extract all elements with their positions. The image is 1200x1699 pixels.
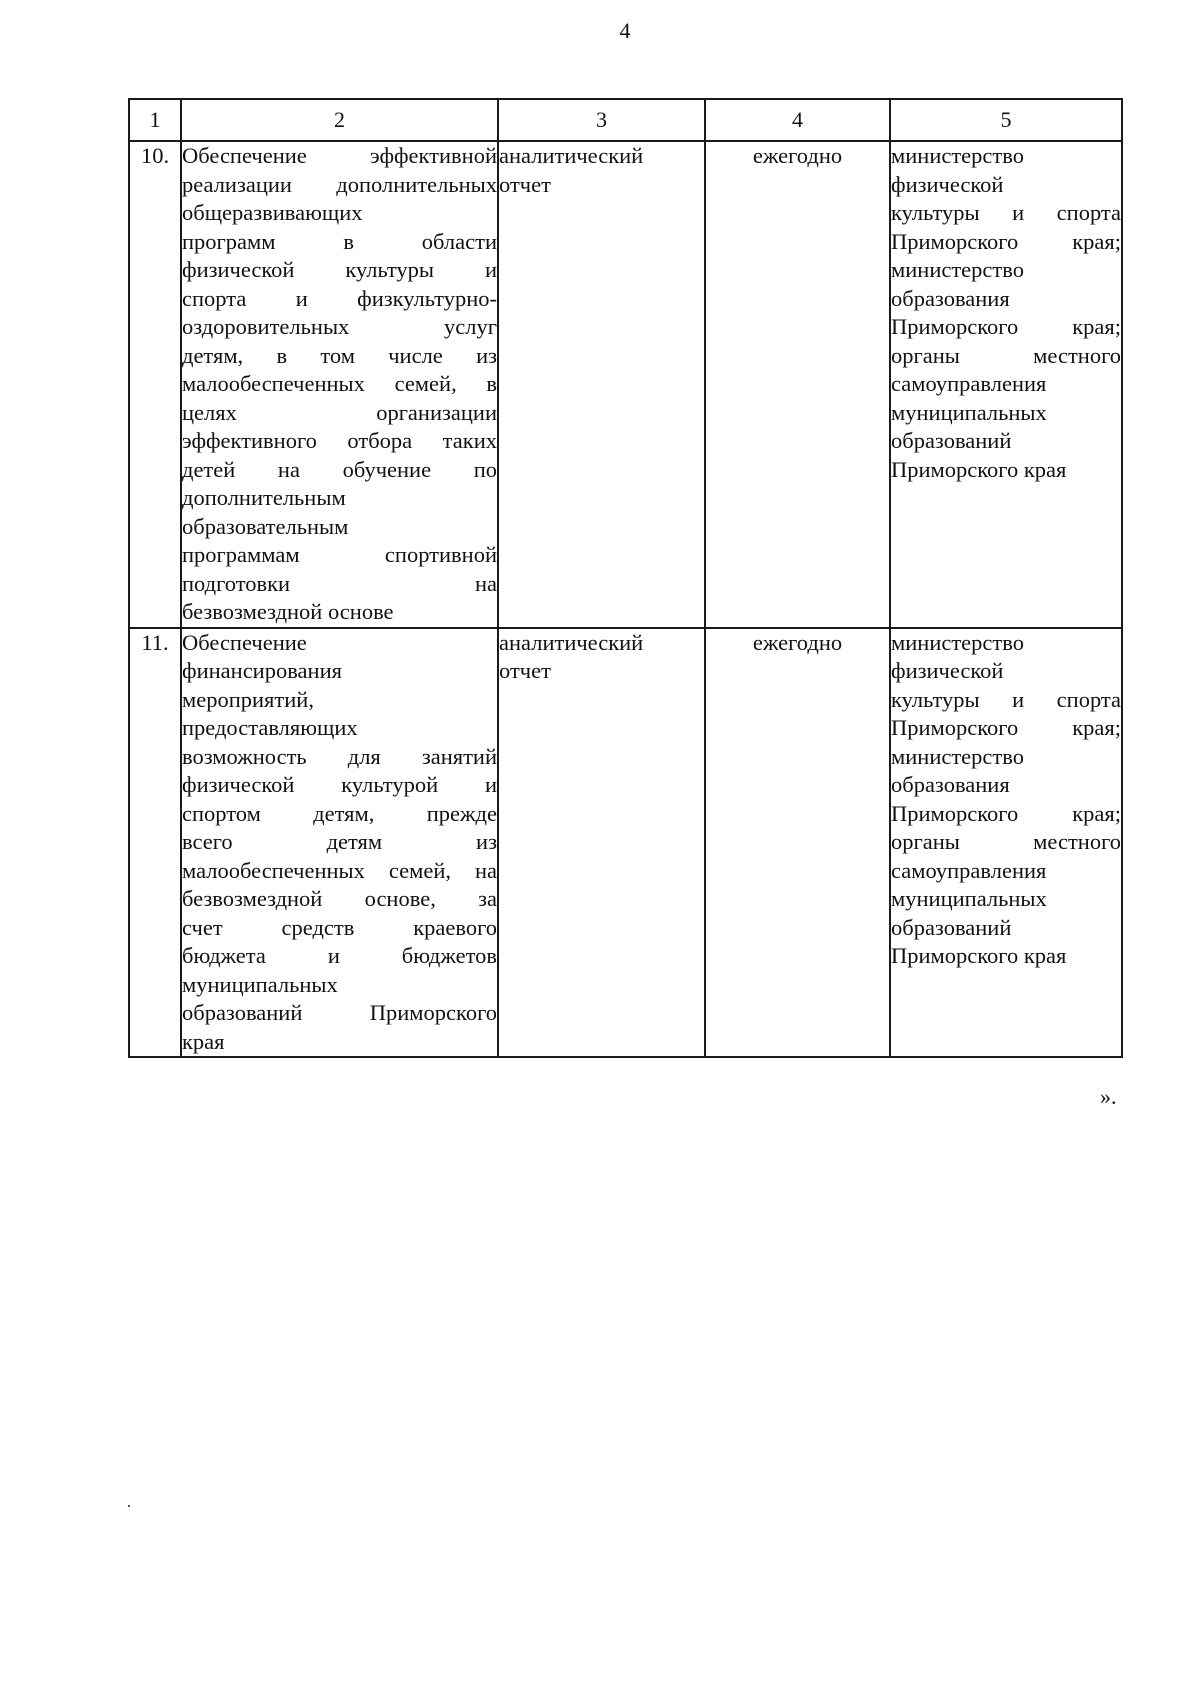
table-row	[129, 141, 1122, 628]
scan-artifact-dot	[128, 1505, 130, 1507]
responsible-line: самоуправления	[891, 857, 1047, 883]
responsible-line: министерство	[891, 143, 1024, 168]
result-line: аналитический	[499, 143, 644, 168]
responsible-line: муниципальных	[891, 886, 1047, 911]
measure-line: всего детям из	[182, 829, 497, 854]
measure-line: детей на обучение по	[182, 456, 497, 482]
responsible-line: образования	[891, 285, 1010, 311]
measure-line: программ в области	[182, 228, 497, 254]
result-line: отчет	[499, 171, 551, 197]
responsible-line: образования	[891, 772, 1010, 797]
responsible-line: Приморского края;	[891, 715, 1121, 740]
header-col-5: 5	[890, 99, 1122, 141]
table-header-row	[129, 99, 1122, 141]
plan-table	[128, 98, 1123, 1058]
measure-line: физической культуры и	[182, 257, 497, 282]
responsible-line: самоуправления	[891, 371, 1047, 396]
header-col-1: 1	[129, 99, 181, 141]
responsible-line: органы местного	[891, 829, 1121, 854]
measure-line: предоставляющих	[182, 715, 358, 740]
table-row	[129, 628, 1122, 1058]
measure-line: общеразвивающих	[182, 200, 363, 225]
measure-line: малообеспеченных семей, на	[182, 857, 497, 883]
measure-line: безвозмездной основе	[182, 599, 394, 624]
period-cell: ежегодно	[705, 628, 890, 1058]
result-line: аналитический	[499, 629, 644, 655]
row-number: 11.	[129, 628, 181, 1058]
measure-line: безвозмездной основе, за	[182, 886, 497, 911]
responsible-line: министерство	[891, 629, 1024, 655]
result-cell	[498, 628, 705, 1058]
header-col-2: 2	[181, 99, 498, 141]
measure-line: бюджета и бюджетов	[182, 943, 497, 968]
responsible-line: муниципальных	[891, 399, 1047, 425]
measure-line: спортом детям, прежде	[182, 800, 497, 826]
measure-line: муниципальных	[182, 971, 338, 997]
measure-line: малообеспеченных семей, в	[182, 371, 497, 396]
period-cell: ежегодно	[705, 141, 890, 628]
responsible-line: Приморского края	[891, 456, 1067, 482]
result-line: отчет	[499, 658, 551, 683]
responsible-line: министерство	[891, 743, 1024, 769]
measure-line: детям, в том числе из	[182, 342, 497, 368]
closing-mark: ».	[1100, 1084, 1117, 1109]
responsible-line: органы местного	[891, 342, 1121, 368]
measure-line: мероприятий,	[182, 686, 314, 712]
measure-line: целях организации	[182, 399, 497, 425]
measure-line: возможность для занятий	[182, 743, 497, 769]
responsible-line: физической	[891, 658, 1004, 683]
responsible-line: культуры и спорта	[891, 686, 1121, 712]
responsible-line: Приморского края;	[891, 314, 1121, 339]
responsible-cell	[890, 628, 1122, 1058]
measure-line: физической культурой и	[182, 772, 497, 797]
measure-line: оздоровительных услуг	[182, 314, 497, 339]
responsible-cell	[890, 141, 1122, 628]
responsible-line: Приморского края;	[891, 800, 1121, 826]
header-col-3: 3	[498, 99, 705, 141]
responsible-line: физической	[891, 171, 1004, 197]
measure-line: программам спортивной	[182, 542, 497, 567]
measure-line: эффективного отбора таких	[182, 428, 497, 453]
responsible-line: образований	[891, 914, 1012, 940]
responsible-line: министерство	[891, 257, 1024, 282]
responsible-line: образований	[891, 428, 1012, 453]
responsible-line: культуры и спорта	[891, 200, 1121, 225]
measure-line: образований Приморского	[182, 1000, 497, 1025]
header-col-4: 4	[705, 99, 890, 141]
measure-line: края	[182, 1028, 225, 1054]
measure-line: Обеспечение	[182, 629, 307, 655]
result-cell	[498, 141, 705, 628]
measure-cell	[181, 628, 498, 1058]
measure-line: спорта и физкультурно-	[182, 285, 497, 311]
measure-cell	[181, 141, 498, 628]
page-number: 4	[619, 18, 631, 43]
measure-line: образовательным	[182, 513, 349, 539]
measure-line: дополнительным	[182, 485, 346, 510]
row-number: 10.	[129, 141, 181, 628]
responsible-line: Приморского края;	[891, 228, 1121, 254]
responsible-line: Приморского края	[891, 943, 1067, 968]
measure-line: реализации дополнительных	[182, 171, 497, 197]
measure-line: Обеспечение эффективной	[182, 143, 497, 168]
measure-line: финансирования	[182, 658, 342, 683]
measure-line: счет средств краевого	[182, 914, 497, 940]
measure-line: подготовки на	[182, 570, 497, 596]
